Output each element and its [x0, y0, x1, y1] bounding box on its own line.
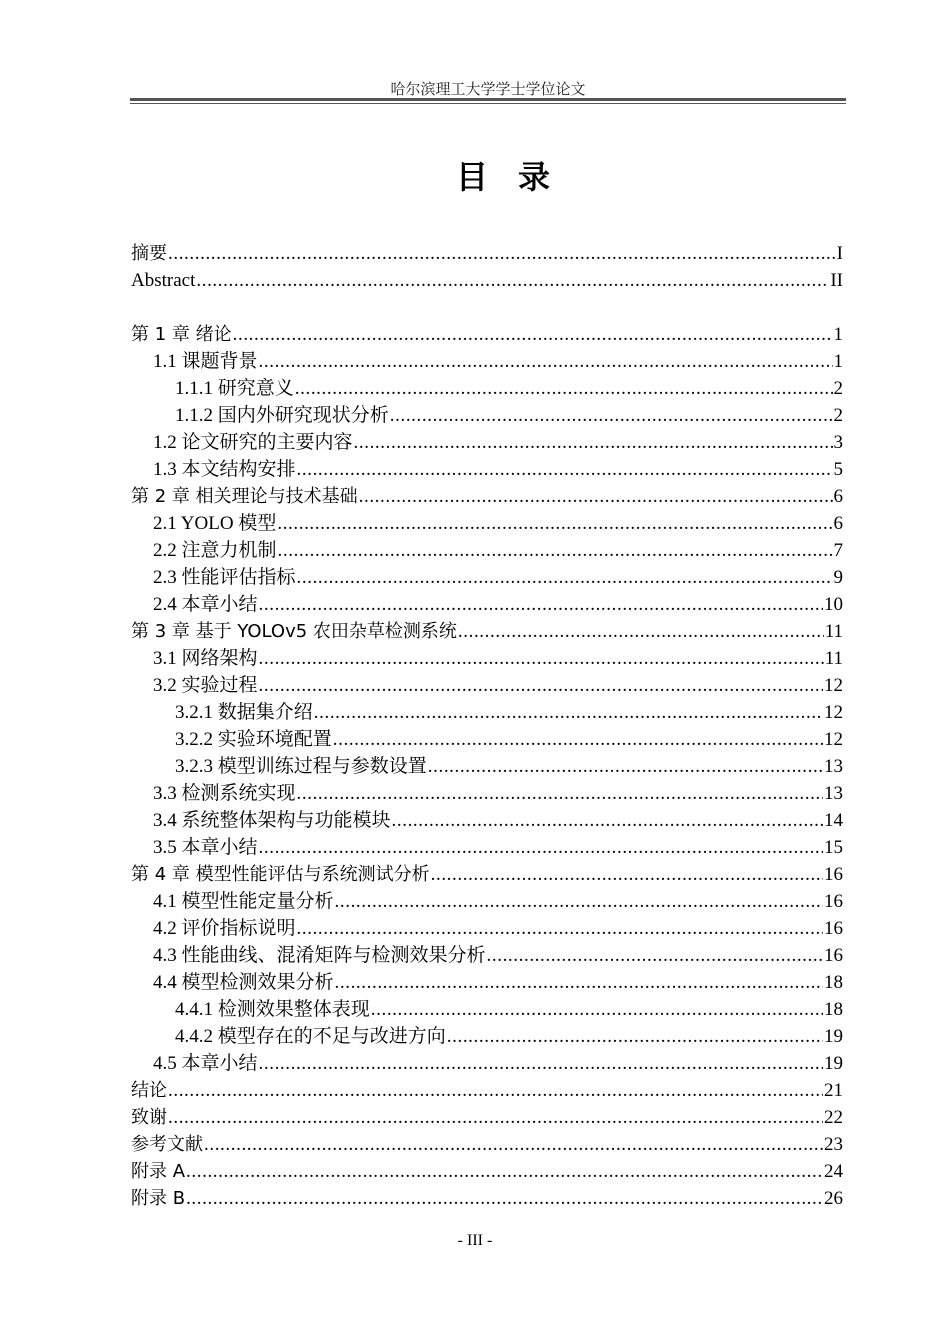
toc-entry[interactable] — [131, 240, 843, 267]
toc-entry-page: 22 — [824, 1107, 843, 1128]
toc-entry[interactable] — [131, 321, 843, 348]
toc-entry-page: 2 — [833, 378, 843, 399]
toc-entry[interactable] — [131, 888, 843, 915]
toc-entry-title: 4.4.1 检测效果整体表现 — [175, 999, 370, 1020]
toc-entry-title: 2.1 YOLO 模型 — [153, 513, 277, 534]
toc-entry[interactable] — [131, 564, 843, 591]
toc-entry-title: 附录 B — [131, 1188, 186, 1209]
toc-entry-page: 1 — [833, 324, 843, 345]
dot-leader — [314, 699, 823, 726]
toc-entry-page: 26 — [824, 1188, 843, 1209]
toc-entry-page: 16 — [824, 864, 843, 885]
table-of-contents — [131, 240, 843, 1212]
toc-entry-page: 6 — [833, 486, 843, 507]
dot-leader — [297, 564, 833, 591]
toc-entry[interactable] — [131, 1104, 843, 1131]
toc-entry[interactable] — [131, 942, 843, 969]
toc-entry[interactable] — [131, 375, 843, 402]
dot-leader — [168, 240, 836, 267]
dot-leader — [428, 753, 823, 780]
toc-entry-title: 致谢 — [131, 1107, 167, 1128]
toc-entry-page: 16 — [824, 891, 843, 912]
dot-leader — [168, 1104, 823, 1131]
toc-entry-title: 2.3 性能评估指标 — [153, 567, 296, 588]
toc-entry-title: 第 4 章 模型性能评估与系统测试分析 — [131, 864, 430, 885]
toc-entry-page: I — [836, 243, 843, 264]
toc-entry-title: 3.2.2 实验环境配置 — [175, 729, 332, 750]
toc-entry[interactable] — [131, 915, 843, 942]
dot-leader — [431, 861, 823, 888]
toc-entry-title: 4.3 性能曲线、混淆矩阵与检测效果分析 — [153, 945, 486, 966]
toc-entry[interactable] — [131, 969, 843, 996]
toc-entry[interactable] — [131, 510, 843, 537]
toc-entry-page: 9 — [833, 567, 843, 588]
toc-entry[interactable] — [131, 537, 843, 564]
dot-leader — [259, 348, 833, 375]
toc-entry-page: 19 — [824, 1053, 843, 1074]
toc-entry-title: 2.2 注意力机制 — [153, 540, 277, 561]
toc-entry-title: 3.1 网络架构 — [153, 648, 258, 669]
dot-leader — [392, 807, 823, 834]
toc-entry-page: 1 — [833, 351, 843, 372]
toc-entry[interactable] — [131, 996, 843, 1023]
dot-leader — [333, 726, 823, 753]
dot-leader — [168, 1077, 823, 1104]
dot-leader — [295, 375, 833, 402]
toc-entry-page: 11 — [824, 648, 843, 669]
toc-entry[interactable] — [131, 1023, 843, 1050]
toc-entry-title: 4.2 评价指标说明 — [153, 918, 296, 939]
toc-entry-page: II — [830, 270, 843, 291]
dot-leader — [487, 942, 823, 969]
page-number: - III - — [457, 1232, 493, 1249]
dot-leader — [297, 780, 823, 807]
toc-entry[interactable] — [131, 591, 843, 618]
dot-leader — [297, 456, 833, 483]
toc-entry-page: 12 — [824, 675, 843, 696]
toc-entry-page: 19 — [824, 1026, 843, 1047]
toc-entry-page: 2 — [833, 405, 843, 426]
dot-leader — [259, 645, 824, 672]
toc-entry[interactable] — [131, 1185, 843, 1212]
toc-entry-page: 10 — [824, 594, 843, 615]
toc-entry-page: 6 — [833, 513, 843, 534]
dot-leader — [259, 1050, 823, 1077]
dot-leader — [335, 888, 823, 915]
page-title: 目录 — [455, 158, 580, 196]
toc-entry-page: 13 — [824, 756, 843, 777]
toc-entry[interactable] — [131, 753, 843, 780]
dot-leader — [297, 915, 823, 942]
toc-entry-title: 附录 A — [131, 1161, 186, 1182]
toc-entry-page: 16 — [824, 918, 843, 939]
dot-leader — [447, 1023, 823, 1050]
toc-entry-title: 2.4 本章小结 — [153, 594, 258, 615]
toc-entry[interactable] — [131, 834, 843, 861]
dot-leader — [354, 429, 833, 456]
toc-entry[interactable] — [131, 780, 843, 807]
toc-entry[interactable] — [131, 456, 843, 483]
toc-entry-page: 18 — [824, 999, 843, 1020]
toc-entry-title: 1.1.1 研究意义 — [175, 378, 294, 399]
dot-leader — [359, 483, 833, 510]
toc-entry-page: 14 — [824, 810, 843, 831]
toc-entry-page: 18 — [824, 972, 843, 993]
toc-entry[interactable] — [131, 1077, 843, 1104]
toc-entry[interactable] — [131, 267, 843, 294]
toc-entry[interactable] — [131, 807, 843, 834]
toc-entry-title: 3.4 系统整体架构与功能模块 — [153, 810, 391, 831]
header-rule-thick — [130, 98, 846, 101]
header-rule-thin — [130, 103, 846, 104]
dot-leader — [259, 672, 823, 699]
toc-entry-title: 3.2 实验过程 — [153, 675, 258, 696]
dot-leader — [186, 1185, 823, 1212]
toc-entry[interactable] — [131, 645, 843, 672]
toc-entry-title: 4.4.2 模型存在的不足与改进方向 — [175, 1026, 446, 1047]
toc-entry-page: 21 — [824, 1080, 843, 1101]
toc-entry[interactable] — [131, 1131, 843, 1158]
toc-entry-title: 3.5 本章小结 — [153, 837, 258, 858]
dot-leader — [277, 510, 832, 537]
dot-leader — [259, 834, 823, 861]
toc-entry-page: 7 — [833, 540, 843, 561]
toc-entry-title: 第 2 章 相关理论与技术基础 — [131, 486, 358, 507]
toc-entry-page: 5 — [833, 459, 843, 480]
toc-entry-title: 第 3 章 基于 YOLOv5 农田杂草检测系统 — [131, 621, 457, 642]
toc-entry-title: 结论 — [131, 1080, 167, 1101]
toc-entry-title: 1.1.2 国内外研究现状分析 — [175, 405, 389, 426]
running-header: 哈尔滨理工大学学士学位论文 — [390, 82, 586, 98]
toc-entry[interactable] — [131, 348, 843, 375]
toc-entry[interactable] — [131, 699, 843, 726]
dot-leader — [196, 267, 829, 294]
toc-entry-page: 24 — [824, 1161, 843, 1182]
toc-entry-page: 11 — [824, 621, 843, 642]
toc-entry-title: 3.2.1 数据集介绍 — [175, 702, 313, 723]
toc-entry-page: 23 — [824, 1134, 843, 1155]
toc-entry-title: 4.5 本章小结 — [153, 1053, 258, 1074]
toc-entry[interactable] — [131, 672, 843, 699]
toc-entry-page: 16 — [824, 945, 843, 966]
dot-leader — [278, 537, 833, 564]
toc-entry-page: 12 — [824, 729, 843, 750]
dot-leader — [259, 591, 823, 618]
toc-entry-page: 12 — [824, 702, 843, 723]
toc-entry-page: 13 — [824, 783, 843, 804]
toc-entry-title: 3.2.3 模型训练过程与参数设置 — [175, 756, 427, 777]
dot-leader — [233, 321, 833, 348]
dot-leader — [390, 402, 833, 429]
toc-entry-title: 1.3 本文结构安排 — [153, 459, 296, 480]
toc-entry-title: 第 1 章 绪论 — [131, 324, 232, 345]
toc-entry-title: 4.1 模型性能定量分析 — [153, 891, 334, 912]
toc-entry-page: 3 — [833, 432, 843, 453]
toc-entry[interactable] — [131, 402, 843, 429]
toc-entry[interactable] — [131, 429, 843, 456]
dot-leader — [335, 969, 823, 996]
dot-leader — [186, 1158, 823, 1185]
toc-entry[interactable] — [131, 726, 843, 753]
toc-entry[interactable] — [131, 1158, 843, 1185]
dot-leader — [204, 1131, 823, 1158]
dot-leader — [458, 618, 824, 645]
toc-entry-title: 1.1 课题背景 — [153, 351, 258, 372]
dot-leader — [371, 996, 823, 1023]
toc-entry-title: 参考文献 — [131, 1134, 203, 1155]
toc-entry-title: Abstract — [131, 270, 196, 291]
toc-entry-title: 1.2 论文研究的主要内容 — [153, 432, 353, 453]
toc-entry-page: 15 — [824, 837, 843, 858]
toc-entry-title: 4.4 模型检测效果分析 — [153, 972, 334, 993]
toc-entry-title: 摘要 — [131, 243, 167, 264]
toc-entry[interactable] — [131, 1050, 843, 1077]
toc-entry-title: 3.3 检测系统实现 — [153, 783, 296, 804]
toc-entry[interactable] — [131, 618, 843, 645]
toc-entry[interactable] — [131, 483, 843, 510]
toc-entry[interactable] — [131, 861, 843, 888]
